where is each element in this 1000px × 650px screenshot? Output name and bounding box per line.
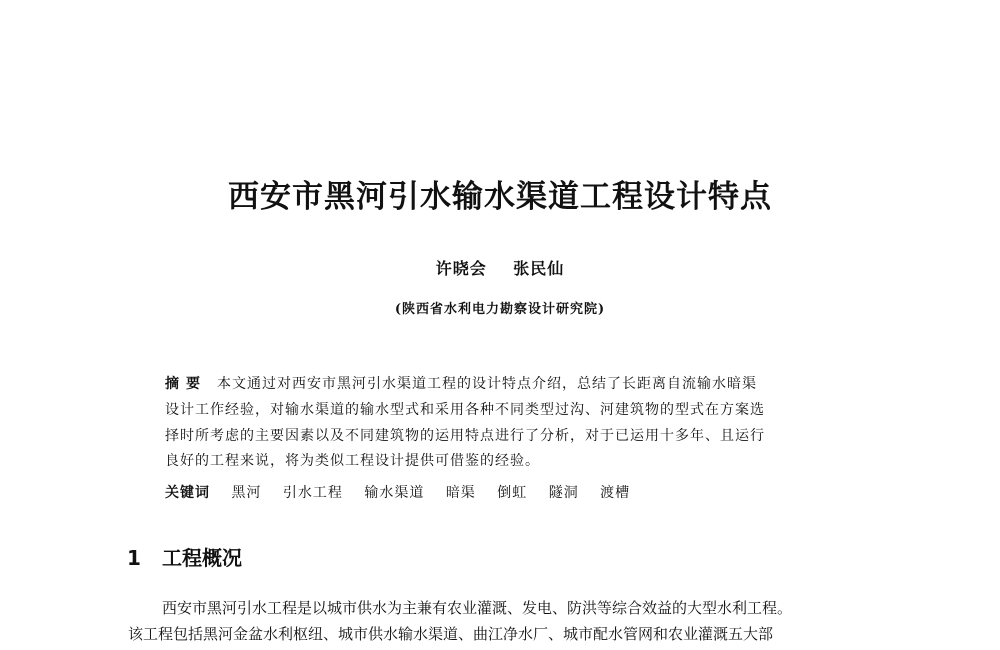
section-number: 1 [127,546,141,570]
keyword: 引水工程 [282,485,343,501]
abstract-line: 良好的工程来说，将为类似工程设计提供可借鉴的经验。 [165,453,540,470]
section-heading [127,543,242,573]
abstract-line [165,372,885,398]
author-name: 张民仙 [513,259,565,278]
keywords-label: 关键词 [165,485,210,501]
paper-title: 西安市黑河引水输水渠道工程设计特点 [228,179,772,215]
section-body [128,595,888,647]
keyword: 暗渠 [445,485,476,501]
abstract-text: 本文通过对西安市黑河引水渠道工程的设计特点介绍，总结了长距离自流输水暗渠 [217,376,757,392]
keyword: 隧洞 [548,485,579,501]
keyword: 倒虹 [497,485,528,501]
body-line: 西安市黑河引水工程是以城市供水为主兼有农业灌溉、发电、防洪等综合效益的大型水利工程。 [162,599,793,617]
author-list [0,257,1000,281]
body-line: 该工程包括黑河金盆水利枢纽、城市供水输水渠道、曲江净水厂、城市配水管网和农业灌溉五大部 [128,625,774,643]
abstract-block [165,372,885,475]
author-name: 许晓会 [435,259,487,278]
abstract-label: 摘要 [165,376,207,392]
author-affiliation: (陕西省水利电力勘察设计研究院) [394,302,606,317]
keywords-line [165,481,885,505]
keyword: 输水渠道 [364,485,425,501]
abstract-line: 设计工作经验，对输水渠道的输水型式和采用各种不同类型过沟、河建筑物的型式在方案选 [165,401,765,418]
section-title: 工程概况 [162,546,242,570]
keyword: 黑河 [231,485,262,501]
keyword: 渡槽 [600,485,631,501]
abstract-line: 择时所考虑的主要因素以及不同建筑物的运用特点进行了分析，对于已运用十多年、且运行 [165,427,765,444]
